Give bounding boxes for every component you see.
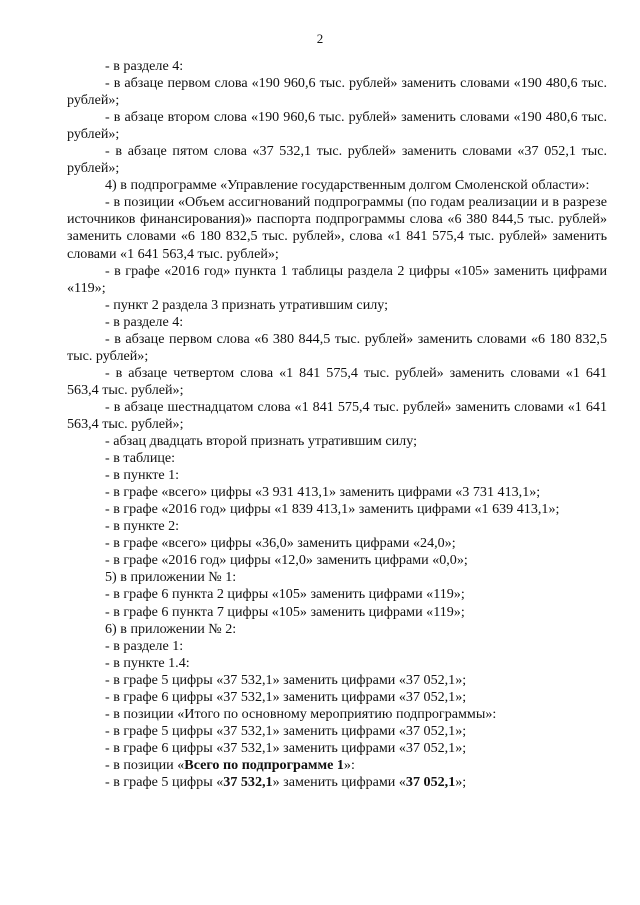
paragraph: - в графе 5 цифры «37 532,1» заменить цифрами «37 052,1»; [105, 671, 467, 688]
paragraph: - в графе «всего» цифры «3 931 413,1» заменить цифрами «3 731 413,1»; [105, 484, 541, 501]
bold-text-run: 37 052,1 [405, 773, 456, 790]
paragraph: - в таблице: [105, 450, 176, 467]
paragraph: - в абзаце первом слова «190 960,6 тыс. рублей» заменить словами «190 480,6 тыс. рублей»; [67, 75, 607, 109]
paragraph: - абзац двадцать второй признать утратившим силу; [105, 433, 417, 450]
bold-text-run: 37 532,1 [223, 773, 273, 790]
paragraph: - в пункте 1.4: [105, 654, 190, 671]
paragraph: - в разделе 1: [105, 637, 184, 654]
page-number: 2 [316, 31, 324, 46]
text-run: »: [343, 756, 355, 773]
paragraph: - в разделе 4: [105, 58, 184, 74]
bold-text-run: Всего по подпрограмме 1 [184, 756, 344, 773]
paragraph: - пункт 2 раздела 3 признать утратившим силу; [105, 296, 389, 313]
paragraph: - в абзаце шестнадцатом слова «1 841 575,4 тыс. рублей» заменить словами «1 641 563,4 тыс. рублей»; [67, 398, 607, 432]
paragraph: - в графе 5 цифры «37 532,1» заменить цифрами «37 052,1»; [105, 722, 467, 739]
text-run: » заменить цифрами « [272, 773, 406, 790]
paragraph: - в графе 6 цифры «37 532,1» заменить цифрами «37 052,1»; [105, 688, 467, 705]
paragraph: - в графе 6 пункта 7 цифры «105» заменить цифрами «119»; [105, 603, 465, 620]
text-run: - в позиции « [105, 756, 185, 773]
document-body [67, 58, 607, 791]
paragraph: - в пункте 1: [105, 467, 180, 484]
paragraph: - в графе «2016 год» цифры «12,0» заменить цифрами «0,0»; [105, 552, 468, 569]
paragraph: 6) в приложении № 2: [105, 620, 237, 637]
paragraph: - в абзаце четвертом слова «1 841 575,4 тыс. рублей» заменить словами «1 641 563,4 тыс. рублей»; [67, 364, 607, 398]
paragraph: - в позиции «Итого по основному мероприятию подпрограммы»: [105, 705, 497, 722]
paragraph: 5) в приложении № 1: [105, 569, 237, 586]
paragraph: - в абзаце пятом слова «37 532,1 тыс. рублей» заменить словами «37 052,1 тыс. рублей»; [67, 143, 607, 177]
paragraph: - в графе «2016 год» пункта 1 таблицы раздела 2 цифры «105» заменить цифрами «119»; [67, 262, 607, 296]
paragraph: 4) в подпрограмме «Управление государственным долгом Смоленской области»: [105, 177, 590, 194]
paragraph: - в графе 6 пункта 2 цифры «105» заменить цифрами «119»; [105, 586, 465, 603]
paragraph [67, 757, 607, 774]
paragraph: - в графе «всего» цифры «36,0» заменить цифрами «24,0»; [105, 535, 456, 552]
paragraph: - в абзаце втором слова «190 960,6 тыс. рублей» заменить словами «190 480,6 тыс. рублей»; [67, 109, 607, 143]
paragraph [67, 774, 607, 791]
paragraph: - в разделе 4: [105, 313, 184, 330]
text-run: - в графе 5 цифры « [105, 773, 224, 790]
paragraph: - в пункте 2: [105, 518, 180, 535]
text-run: »; [455, 773, 467, 790]
paragraph: - в позиции «Объем ассигнований подпрограммы (по годам реализации и в разрезе источников финансирования)» паспорта подпрограммы слова «6 380 844,5 тыс. рублей» заменить словами «6 180 832,5 тыс. рублей», слова «1 841 575,4 тыс. рублей» заменить словами «1 641 563,4 тыс. рублей»; [67, 194, 607, 262]
paragraph: - в графе «2016 год» цифры «1 839 413,1» заменить цифрами «1 639 413,1»; [105, 501, 560, 518]
paragraph: - в графе 6 цифры «37 532,1» заменить цифрами «37 052,1»; [105, 739, 467, 756]
paragraph: - в абзаце первом слова «6 380 844,5 тыс. рублей» заменить словами «6 180 832,5 тыс. рублей»; [67, 330, 607, 364]
